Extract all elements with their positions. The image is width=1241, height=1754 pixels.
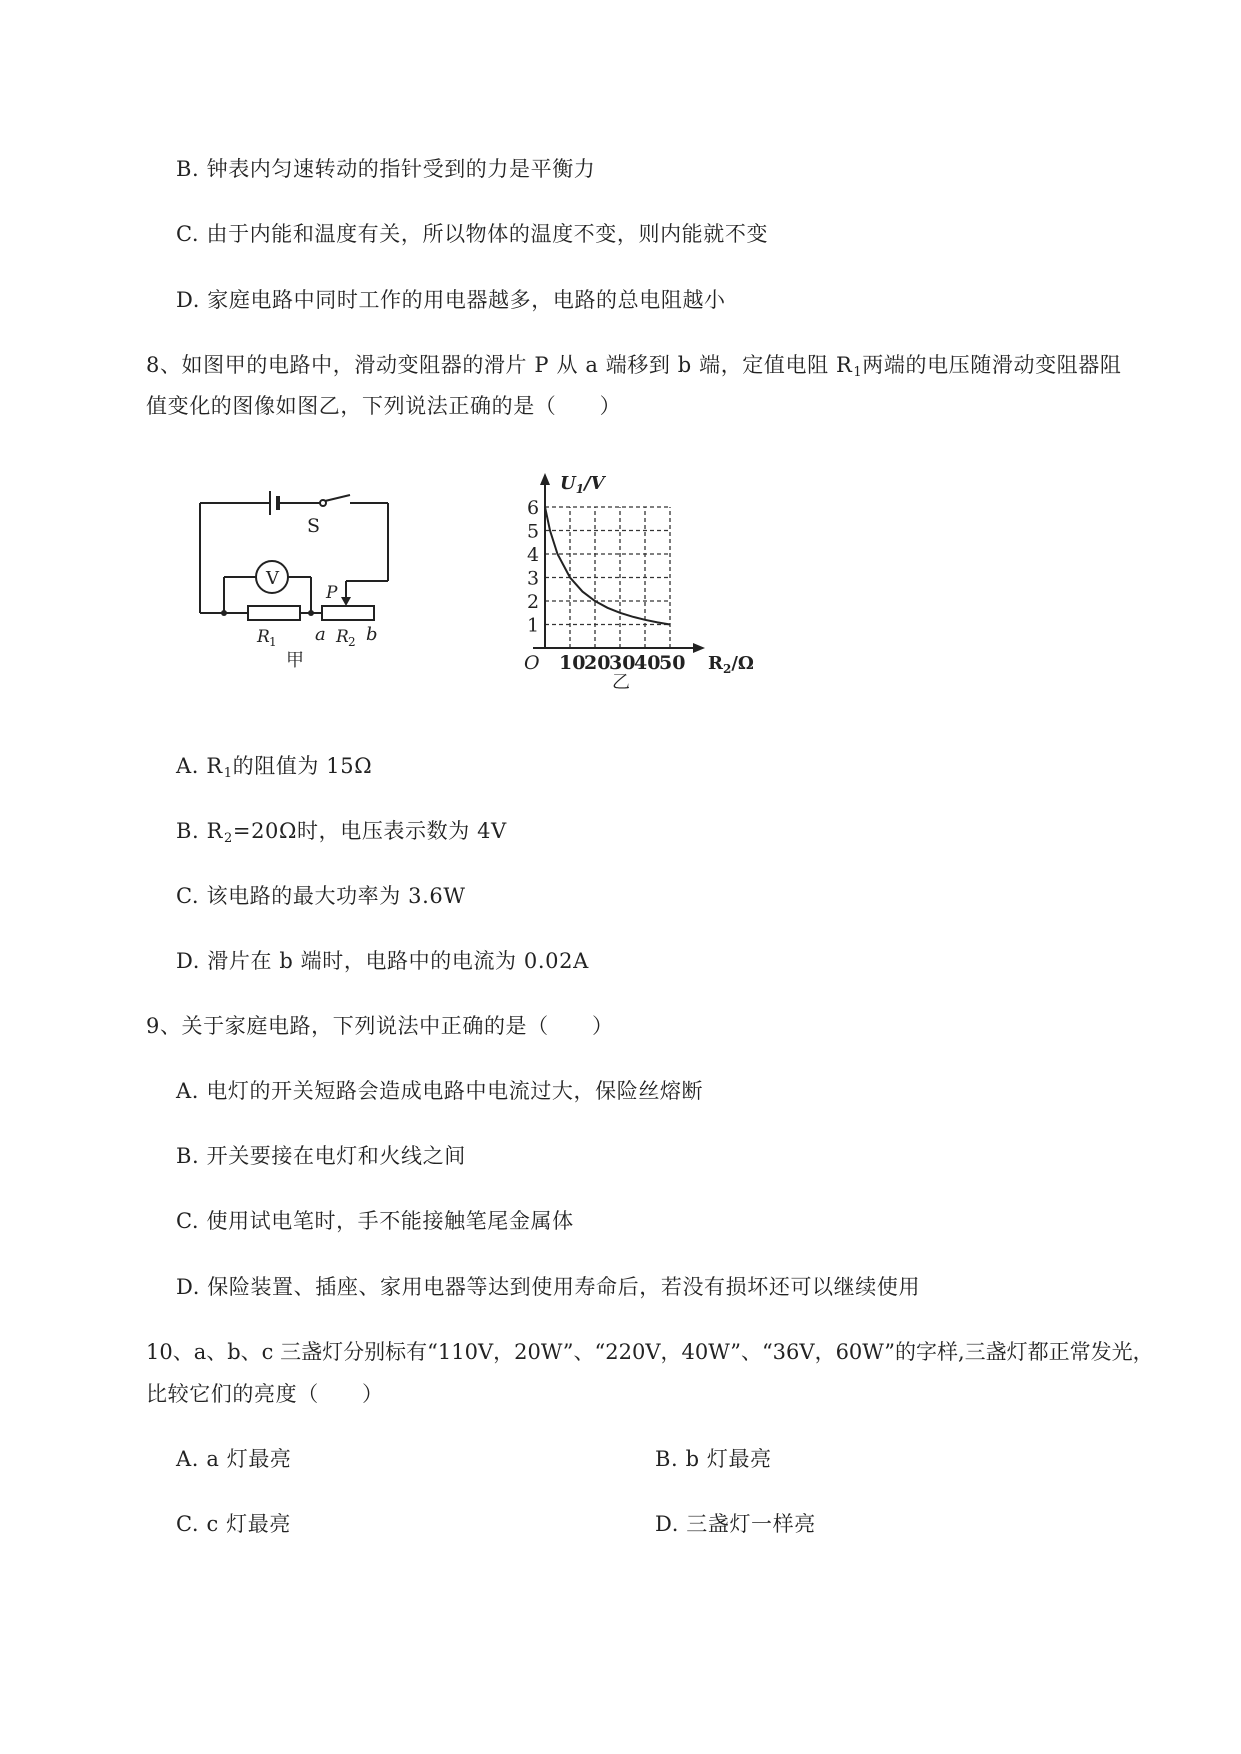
option-letter: D.	[176, 949, 200, 973]
option-letter: B.	[176, 157, 200, 181]
q10-option-c	[176, 1509, 291, 1539]
q8-stem-text: 8、如图甲的电路中，滑动变阻器的滑片 P 从 a 端移到 b 端，定值电阻 R	[146, 353, 853, 377]
q8-stem-line2	[146, 391, 621, 421]
junction-dot	[308, 610, 314, 616]
circuit-diagram	[190, 475, 410, 675]
q9-option-d	[176, 1272, 920, 1302]
chart-axes	[533, 473, 705, 653]
q8-option-c	[176, 881, 466, 911]
resistor-r2	[322, 606, 374, 620]
option-letter: B.	[176, 819, 200, 843]
x-axis-label: $R_2/\Omega$	[708, 653, 754, 676]
option-text: 的阻值为 15Ω	[232, 754, 373, 778]
y-tick-label: 2	[527, 591, 540, 613]
x-tick-label: 40	[634, 652, 661, 674]
y-axis-arrow	[540, 473, 550, 485]
figure-caption-jia: 甲	[286, 650, 304, 671]
option-letter: A.	[176, 1079, 200, 1103]
option-text: c 灯最亮	[206, 1512, 291, 1536]
x-axis-arrow	[693, 643, 705, 653]
q9-option-a	[176, 1076, 703, 1106]
voltmeter-label: V	[266, 568, 279, 589]
q9-stem	[146, 1011, 614, 1041]
y-tick-label: 3	[527, 567, 540, 590]
q7-option-d	[176, 285, 726, 315]
option-letter: A.	[176, 754, 200, 778]
q7-option-c	[176, 219, 768, 249]
option-text: 开关要接在电灯和火线之间	[206, 1144, 466, 1168]
end-b-label: b	[366, 624, 378, 645]
series-line	[545, 507, 670, 625]
y-tick-label: 6	[527, 497, 540, 519]
subscript: 1	[223, 766, 233, 781]
q10-stem-line1	[146, 1337, 1154, 1367]
q8-option-d	[176, 946, 589, 976]
junction-dot	[221, 610, 227, 616]
q8-option-a	[176, 751, 372, 789]
option-text: b 灯最亮	[685, 1447, 772, 1471]
y-tick-label: 4	[527, 544, 540, 566]
chart-grid	[545, 507, 670, 648]
x-tick-label: 10	[559, 652, 586, 674]
r1-label: R	[257, 627, 270, 647]
switch-label: S	[307, 515, 321, 537]
option-text: =20Ω时，电压表示数为 4V	[232, 819, 507, 843]
option-letter: B.	[176, 1144, 200, 1168]
q10-option-a	[176, 1444, 292, 1474]
option-text: 滑片在 b 端时，电路中的电流为 0.02A	[207, 949, 589, 973]
option-text: a 灯最亮	[206, 1447, 292, 1471]
y-axis-label: $U_1/V$	[560, 473, 605, 496]
option-text: 三盏灯一样亮	[686, 1512, 816, 1536]
figure-caption-yi: 乙	[612, 672, 630, 693]
q10-stem-line2	[146, 1379, 384, 1409]
option-text: 该电路的最大功率为 3.6W	[206, 884, 466, 908]
option-letter: C.	[176, 1512, 200, 1536]
q10-stem-text: 比较它们的亮度（ ）	[146, 1382, 384, 1406]
slider-arrow	[341, 597, 351, 606]
option-letter: C.	[176, 1209, 200, 1233]
y-tick-label: 5	[527, 520, 540, 543]
option-text: 家庭电路中同时工作的用电器越多，电路的总电阻越小	[207, 288, 726, 312]
option-letter: C.	[176, 222, 200, 246]
option-letter: D.	[176, 1275, 200, 1299]
y-tick-label: 1	[527, 614, 540, 637]
r2-label: R	[336, 627, 349, 647]
x-tick-label: 20	[584, 652, 611, 674]
x-tick-label: 30	[609, 652, 636, 674]
origin-label: O	[524, 652, 540, 674]
end-a-label: a	[315, 624, 326, 645]
x-tick-label: 50	[659, 652, 686, 674]
q10-option-d	[655, 1509, 816, 1539]
option-text: 使用试电笔时，手不能接触笔尾金属体	[206, 1209, 574, 1233]
q10-option-b	[655, 1444, 772, 1474]
q7-option-b	[176, 154, 595, 184]
subscript: 1	[853, 365, 863, 380]
switch-blade	[325, 495, 350, 501]
option-letter: B.	[655, 1447, 679, 1471]
q10-stem-text: 10、a、b、c 三盏灯分别标有“110V，20W”、“220V，40W”、“36V，60W”的字样,三盏灯都正常发光，	[146, 1340, 1154, 1364]
r2-subscript: 2	[348, 635, 356, 649]
option-r: R	[206, 819, 224, 843]
option-letter: D.	[176, 288, 200, 312]
resistor-r1	[248, 606, 300, 620]
r1-subscript: 1	[269, 635, 277, 649]
slider-label: P	[326, 583, 338, 603]
option-text: 钟表内匀速转动的指针受到的力是平衡力	[206, 157, 596, 181]
option-text: 由于内能和温度有关，所以物体的温度不变，则内能就不变	[206, 222, 769, 246]
q9-stem-text: 9、关于家庭电路，下列说法中正确的是（ ）	[146, 1014, 614, 1038]
option-text: 电灯的开关短路会造成电路中电流过大，保险丝熔断	[206, 1079, 704, 1103]
q9-option-b	[176, 1141, 466, 1171]
subscript: 2	[224, 831, 233, 846]
option-letter: A.	[176, 1447, 200, 1471]
option-text: 保险装置、插座、家用电器等达到使用寿命后，若没有损坏还可以继续使用	[207, 1275, 921, 1299]
q8-stem-line1	[146, 350, 1121, 388]
q9-option-c	[176, 1206, 574, 1236]
option-letter: D.	[655, 1512, 679, 1536]
q8-option-b	[176, 816, 507, 854]
option-r: R	[206, 754, 223, 778]
q8-stem-text: 值变化的图像如图乙，下列说法正确的是（ ）	[146, 394, 622, 418]
q8-stem-text-cont: 两端的电压随滑动变阻器阻	[862, 353, 1122, 377]
option-letter: C.	[176, 884, 200, 908]
u1-r2-chart	[500, 465, 770, 700]
